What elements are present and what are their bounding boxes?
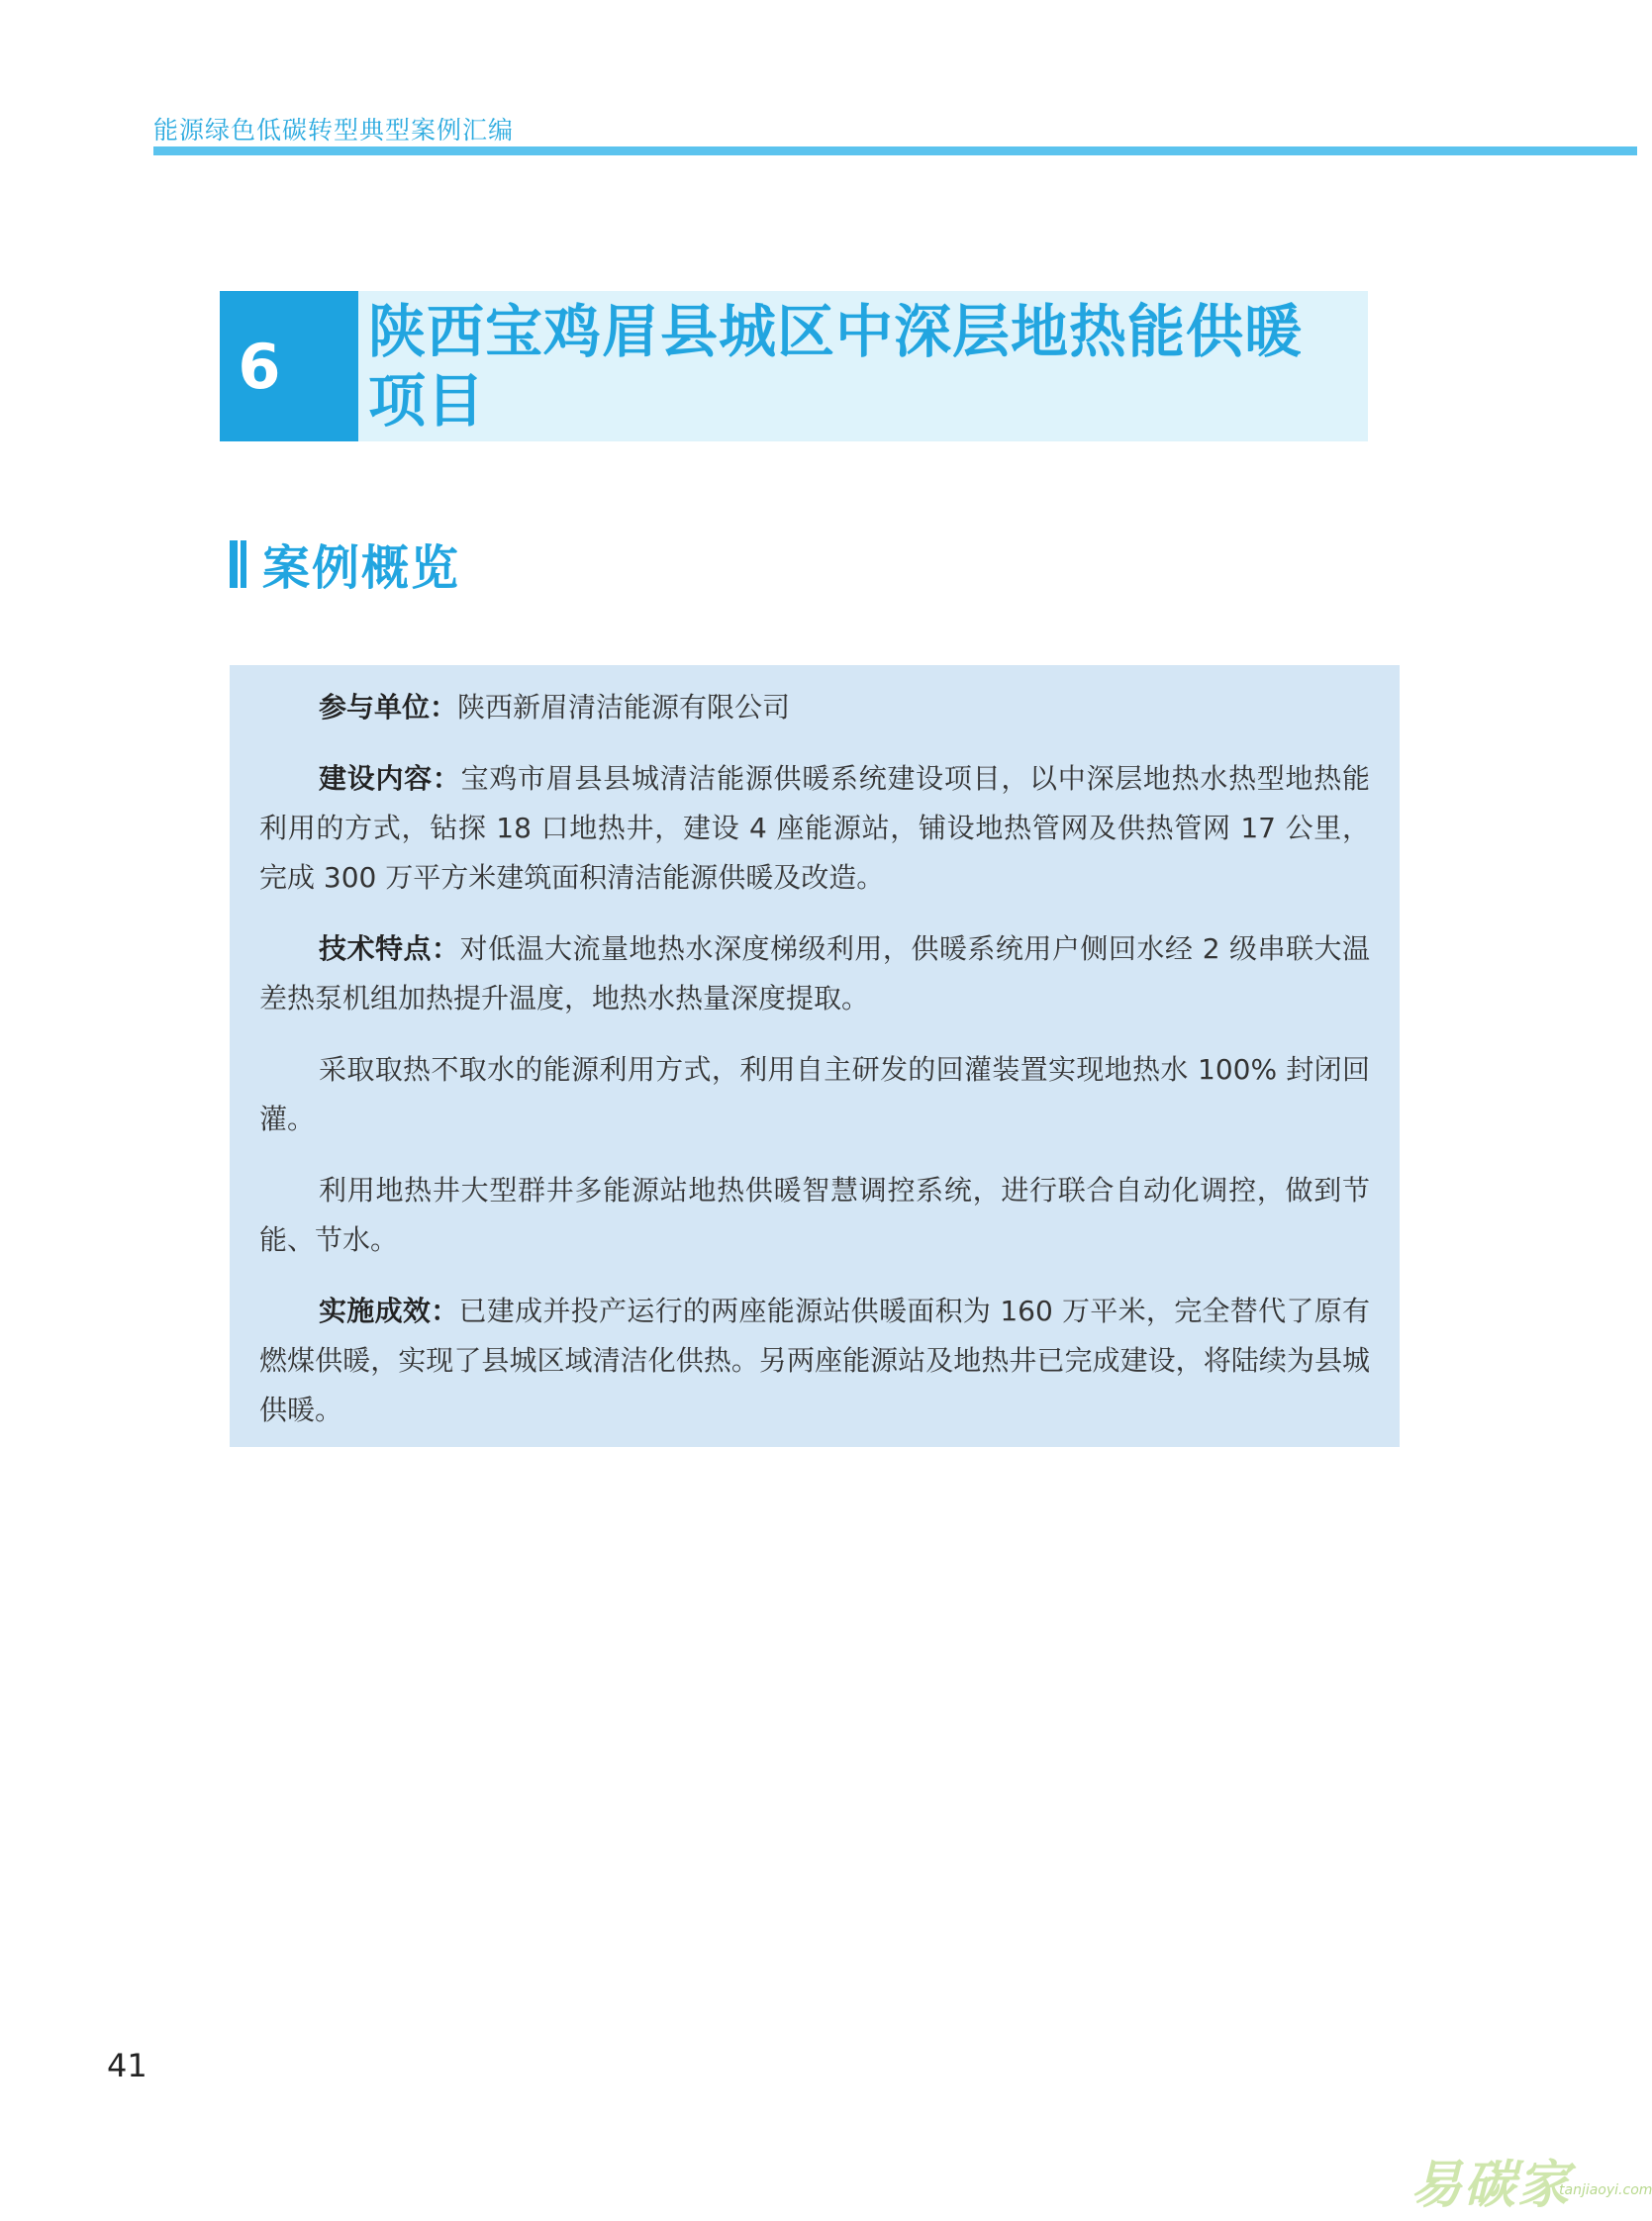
watermark-url: tanjiaoyi.com <box>1559 2182 1652 2198</box>
case-number: 6 <box>238 330 281 403</box>
case-title-line1: 陕西宝鸡眉县城区中深层地热能供暖 <box>368 298 1304 365</box>
participant-paragraph <box>259 683 1370 732</box>
case-title-line2: 项目 <box>368 367 486 435</box>
tech-paragraph-2: 采取取热不取水的能源利用方式，利用自主研发的回灌装置实现地热水 100% 封闭回灌。 <box>259 1053 1370 1135</box>
case-title <box>368 297 1358 435</box>
participant-label: 参与单位： <box>319 691 458 724</box>
tech-label: 技术特点： <box>319 932 460 965</box>
section-title: 案例概览 <box>262 540 461 596</box>
tech-paragraph <box>259 924 1370 1023</box>
running-header: 能源绿色低碳转型典型案例汇编 <box>153 116 515 145</box>
page-number: 41 <box>107 2047 147 2084</box>
result-value: 已建成并投产运行的两座能源站供暖面积为 160 万平米，完全替代了原有燃煤供暖，实现了县城区域清洁化供热。另两座能源站及地热井已完成建设，将陆续为县城供暖。 <box>259 1295 1370 1426</box>
tech-paragraph-3: 利用地热井大型群井多能源站地热供暖智慧调控系统，进行联合自动化调控，做到节能、节水。 <box>259 1174 1370 1256</box>
content-paragraph <box>259 754 1370 903</box>
overview-box <box>230 665 1400 1447</box>
watermark-text: 易碳家 <box>1410 2156 1572 2215</box>
participant-value: 陕西新眉清洁能源有限公司 <box>457 691 791 724</box>
result-paragraph <box>259 1287 1370 1435</box>
result-label: 实施成效： <box>319 1295 459 1327</box>
watermark-logo <box>1410 2143 1652 2215</box>
header-rule <box>153 146 1637 155</box>
tech-value: 对低温大流量地热水深度梯级利用，供暖系统用户侧回水经 2 级串联大温差热泵机组加热提升温度，地热水热量深度提取。 <box>259 932 1370 1014</box>
content-label: 建设内容： <box>319 762 461 795</box>
content-value: 宝鸡市眉县县城清洁能源供暖系统建设项目，以中深层地热水热型地热能利用的方式，钻探 18 口地热井，建设 4 座能源站，铺设地热管网及供热管网 17 公里，完成 300 万平方米建筑面积清洁能源供暖及改造。 <box>259 762 1370 894</box>
title-chevron <box>319 291 358 441</box>
